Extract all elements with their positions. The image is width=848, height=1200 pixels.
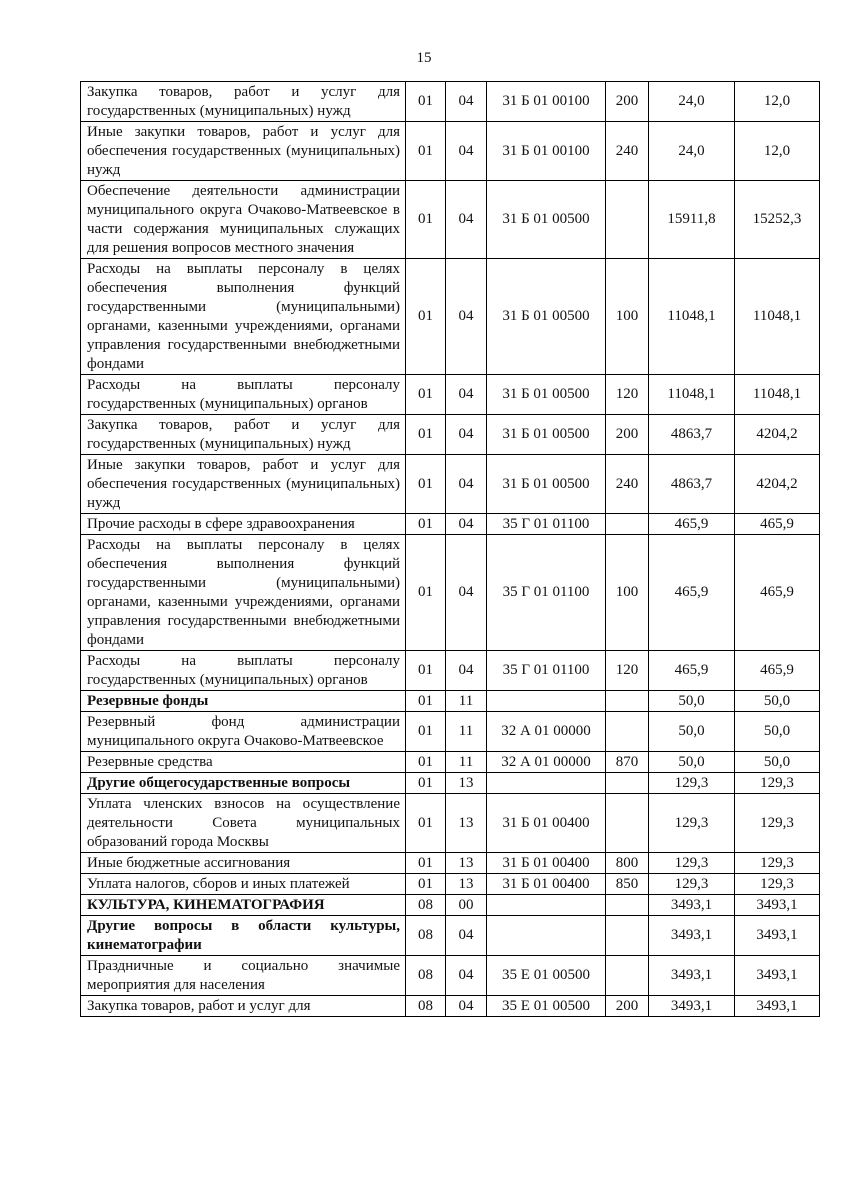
row-name-cell: Праздничные и социально значимые мероприятия для населения	[81, 956, 406, 996]
subsection-code-cell: 04	[446, 455, 487, 514]
subsection-code-cell: 04	[446, 535, 487, 651]
expense-type-cell: 120	[606, 375, 649, 415]
target-article-cell	[487, 691, 606, 712]
table-row	[81, 773, 820, 794]
row-name-cell: Резервные средства	[81, 752, 406, 773]
row-name-cell: Другие общегосударственные вопросы	[81, 773, 406, 794]
subsection-code-cell: 04	[446, 375, 487, 415]
target-article-cell: 32 А 01 00000	[487, 712, 606, 752]
expense-type-cell	[606, 916, 649, 956]
section-code-cell: 01	[406, 773, 446, 794]
subsection-code-cell: 04	[446, 122, 487, 181]
row-name-cell: Иные закупки товаров, работ и услуг для обеспечения государственных (муниципальных) нужд	[81, 455, 406, 514]
amount-year2-cell: 3493,1	[735, 956, 820, 996]
target-article-cell: 31 Б 01 00500	[487, 375, 606, 415]
table-row	[81, 651, 820, 691]
section-code-cell: 01	[406, 712, 446, 752]
target-article-cell: 35 Г 01 01100	[487, 651, 606, 691]
expense-type-cell: 850	[606, 874, 649, 895]
expense-type-cell: 200	[606, 415, 649, 455]
target-article-cell: 35 Г 01 01100	[487, 535, 606, 651]
row-name-cell: Иные бюджетные ассигнования	[81, 853, 406, 874]
row-name-cell: Уплата членских взносов на осуществление деятельности Совета муниципальных образований города Москвы	[81, 794, 406, 853]
amount-year1-cell: 4863,7	[649, 455, 735, 514]
amount-year1-cell: 24,0	[649, 82, 735, 122]
row-name-cell: Расходы на выплаты персоналу в целях обеспечения выполнения функций государственными (муниципальными) органами, казенными учреждениями, органами управления государственными внебюджетными фондами	[81, 535, 406, 651]
target-article-cell: 31 Б 01 00500	[487, 181, 606, 259]
table-row	[81, 895, 820, 916]
amount-year1-cell: 3493,1	[649, 916, 735, 956]
amount-year1-cell: 129,3	[649, 874, 735, 895]
row-name-cell: Расходы на выплаты персоналу государственных (муниципальных) органов	[81, 375, 406, 415]
subsection-code-cell: 00	[446, 895, 487, 916]
subsection-code-cell: 13	[446, 853, 487, 874]
amount-year1-cell: 4863,7	[649, 415, 735, 455]
table-row	[81, 794, 820, 853]
expense-type-cell: 200	[606, 82, 649, 122]
section-code-cell: 01	[406, 259, 446, 375]
target-article-cell	[487, 916, 606, 956]
subsection-code-cell: 11	[446, 691, 487, 712]
target-article-cell: 35 Г 01 01100	[487, 514, 606, 535]
subsection-code-cell: 04	[446, 514, 487, 535]
subsection-code-cell: 04	[446, 259, 487, 375]
table-row	[81, 375, 820, 415]
section-code-cell: 01	[406, 415, 446, 455]
section-code-cell: 08	[406, 916, 446, 956]
table-row	[81, 874, 820, 895]
expense-type-cell	[606, 691, 649, 712]
amount-year2-cell: 4204,2	[735, 415, 820, 455]
target-article-cell: 31 Б 01 00500	[487, 259, 606, 375]
table-row	[81, 535, 820, 651]
row-name-cell: Иные закупки товаров, работ и услуг для обеспечения государственных (муниципальных) нужд	[81, 122, 406, 181]
expense-type-cell	[606, 514, 649, 535]
amount-year1-cell: 15911,8	[649, 181, 735, 259]
section-code-cell: 01	[406, 122, 446, 181]
expense-type-cell: 800	[606, 853, 649, 874]
amount-year2-cell: 129,3	[735, 794, 820, 853]
table-row	[81, 853, 820, 874]
target-article-cell: 31 Б 01 00400	[487, 853, 606, 874]
subsection-code-cell: 04	[446, 651, 487, 691]
amount-year2-cell: 3493,1	[735, 895, 820, 916]
amount-year2-cell: 50,0	[735, 691, 820, 712]
section-code-cell: 01	[406, 752, 446, 773]
expense-type-cell: 240	[606, 122, 649, 181]
row-name-cell: Расходы на выплаты персоналу в целях обеспечения выполнения функций государственными (муниципальными) органами, казенными учреждениями, органами управления государственными внебюджетными фондами	[81, 259, 406, 375]
target-article-cell: 31 Б 01 00400	[487, 794, 606, 853]
subsection-code-cell: 11	[446, 712, 487, 752]
subsection-code-cell: 04	[446, 82, 487, 122]
table-row	[81, 712, 820, 752]
expense-type-cell	[606, 773, 649, 794]
amount-year1-cell: 465,9	[649, 514, 735, 535]
target-article-cell: 31 Б 01 00100	[487, 82, 606, 122]
amount-year2-cell: 465,9	[735, 651, 820, 691]
target-article-cell	[487, 773, 606, 794]
section-code-cell: 01	[406, 375, 446, 415]
amount-year1-cell: 24,0	[649, 122, 735, 181]
row-name-cell: Уплата налогов, сборов и иных платежей	[81, 874, 406, 895]
amount-year2-cell: 12,0	[735, 122, 820, 181]
expense-type-cell	[606, 794, 649, 853]
expense-type-cell: 240	[606, 455, 649, 514]
table-row	[81, 752, 820, 773]
subsection-code-cell: 04	[446, 956, 487, 996]
expense-type-cell	[606, 712, 649, 752]
target-article-cell: 35 Е 01 00500	[487, 996, 606, 1017]
section-code-cell: 08	[406, 996, 446, 1017]
amount-year1-cell: 129,3	[649, 773, 735, 794]
row-name-cell: Резервный фонд администрации муниципального округа Очаково-Матвеевское	[81, 712, 406, 752]
budget-table	[80, 81, 820, 1017]
amount-year2-cell: 3493,1	[735, 916, 820, 956]
amount-year1-cell: 465,9	[649, 651, 735, 691]
table-row	[81, 82, 820, 122]
target-article-cell	[487, 895, 606, 916]
section-code-cell: 01	[406, 651, 446, 691]
target-article-cell: 31 Б 01 00400	[487, 874, 606, 895]
budget-table-body	[81, 82, 820, 1017]
target-article-cell: 32 А 01 00000	[487, 752, 606, 773]
subsection-code-cell: 04	[446, 916, 487, 956]
expense-type-cell	[606, 956, 649, 996]
table-row	[81, 415, 820, 455]
target-article-cell: 35 Е 01 00500	[487, 956, 606, 996]
section-code-cell: 01	[406, 455, 446, 514]
amount-year2-cell: 129,3	[735, 773, 820, 794]
row-name-cell: КУЛЬТУРА, КИНЕМАТОГРАФИЯ	[81, 895, 406, 916]
table-row	[81, 514, 820, 535]
amount-year2-cell: 12,0	[735, 82, 820, 122]
amount-year1-cell: 3493,1	[649, 956, 735, 996]
amount-year2-cell: 129,3	[735, 853, 820, 874]
amount-year2-cell: 50,0	[735, 752, 820, 773]
target-article-cell: 31 Б 01 00100	[487, 122, 606, 181]
amount-year1-cell: 129,3	[649, 794, 735, 853]
subsection-code-cell: 13	[446, 874, 487, 895]
section-code-cell: 01	[406, 794, 446, 853]
expense-type-cell	[606, 895, 649, 916]
amount-year2-cell: 11048,1	[735, 375, 820, 415]
amount-year1-cell: 465,9	[649, 535, 735, 651]
amount-year2-cell: 3493,1	[735, 996, 820, 1017]
table-row	[81, 691, 820, 712]
row-name-cell: Закупка товаров, работ и услуг для государственных (муниципальных) нужд	[81, 415, 406, 455]
section-code-cell: 01	[406, 181, 446, 259]
row-name-cell: Прочие расходы в сфере здравоохранения	[81, 514, 406, 535]
section-code-cell: 01	[406, 691, 446, 712]
expense-type-cell: 100	[606, 259, 649, 375]
section-code-cell: 01	[406, 853, 446, 874]
row-name-cell: Закупка товаров, работ и услуг для	[81, 996, 406, 1017]
amount-year2-cell: 11048,1	[735, 259, 820, 375]
amount-year1-cell: 3493,1	[649, 895, 735, 916]
amount-year2-cell: 129,3	[735, 874, 820, 895]
amount-year1-cell: 3493,1	[649, 996, 735, 1017]
expense-type-cell: 120	[606, 651, 649, 691]
row-name-cell: Расходы на выплаты персоналу государственных (муниципальных) органов	[81, 651, 406, 691]
subsection-code-cell: 11	[446, 752, 487, 773]
expense-type-cell: 870	[606, 752, 649, 773]
amount-year1-cell: 50,0	[649, 691, 735, 712]
amount-year1-cell: 50,0	[649, 752, 735, 773]
table-row	[81, 956, 820, 996]
amount-year1-cell: 50,0	[649, 712, 735, 752]
row-name-cell: Обеспечение деятельности администрации муниципального округа Очаково-Матвеевское в части содержания муниципальных служащих для решения вопросов местного значения	[81, 181, 406, 259]
amount-year1-cell: 11048,1	[649, 259, 735, 375]
section-code-cell: 01	[406, 874, 446, 895]
target-article-cell: 31 Б 01 00500	[487, 455, 606, 514]
section-code-cell: 01	[406, 82, 446, 122]
table-row	[81, 181, 820, 259]
row-name-cell: Резервные фонды	[81, 691, 406, 712]
amount-year2-cell: 465,9	[735, 535, 820, 651]
subsection-code-cell: 13	[446, 773, 487, 794]
expense-type-cell: 100	[606, 535, 649, 651]
expense-type-cell: 200	[606, 996, 649, 1017]
target-article-cell: 31 Б 01 00500	[487, 415, 606, 455]
table-row	[81, 122, 820, 181]
subsection-code-cell: 13	[446, 794, 487, 853]
subsection-code-cell: 04	[446, 996, 487, 1017]
table-row	[81, 916, 820, 956]
row-name-cell: Закупка товаров, работ и услуг для государственных (муниципальных) нужд	[81, 82, 406, 122]
amount-year2-cell: 465,9	[735, 514, 820, 535]
page-number: 15	[416, 50, 432, 66]
table-row	[81, 455, 820, 514]
amount-year1-cell: 11048,1	[649, 375, 735, 415]
amount-year2-cell: 50,0	[735, 712, 820, 752]
amount-year2-cell: 15252,3	[735, 181, 820, 259]
expense-type-cell	[606, 181, 649, 259]
section-code-cell: 08	[406, 956, 446, 996]
subsection-code-cell: 04	[446, 415, 487, 455]
section-code-cell: 01	[406, 535, 446, 651]
amount-year2-cell: 4204,2	[735, 455, 820, 514]
subsection-code-cell: 04	[446, 181, 487, 259]
section-code-cell: 01	[406, 514, 446, 535]
amount-year1-cell: 129,3	[649, 853, 735, 874]
table-row	[81, 259, 820, 375]
section-code-cell: 08	[406, 895, 446, 916]
table-row	[81, 996, 820, 1017]
row-name-cell: Другие вопросы в области культуры, кинематографии	[81, 916, 406, 956]
